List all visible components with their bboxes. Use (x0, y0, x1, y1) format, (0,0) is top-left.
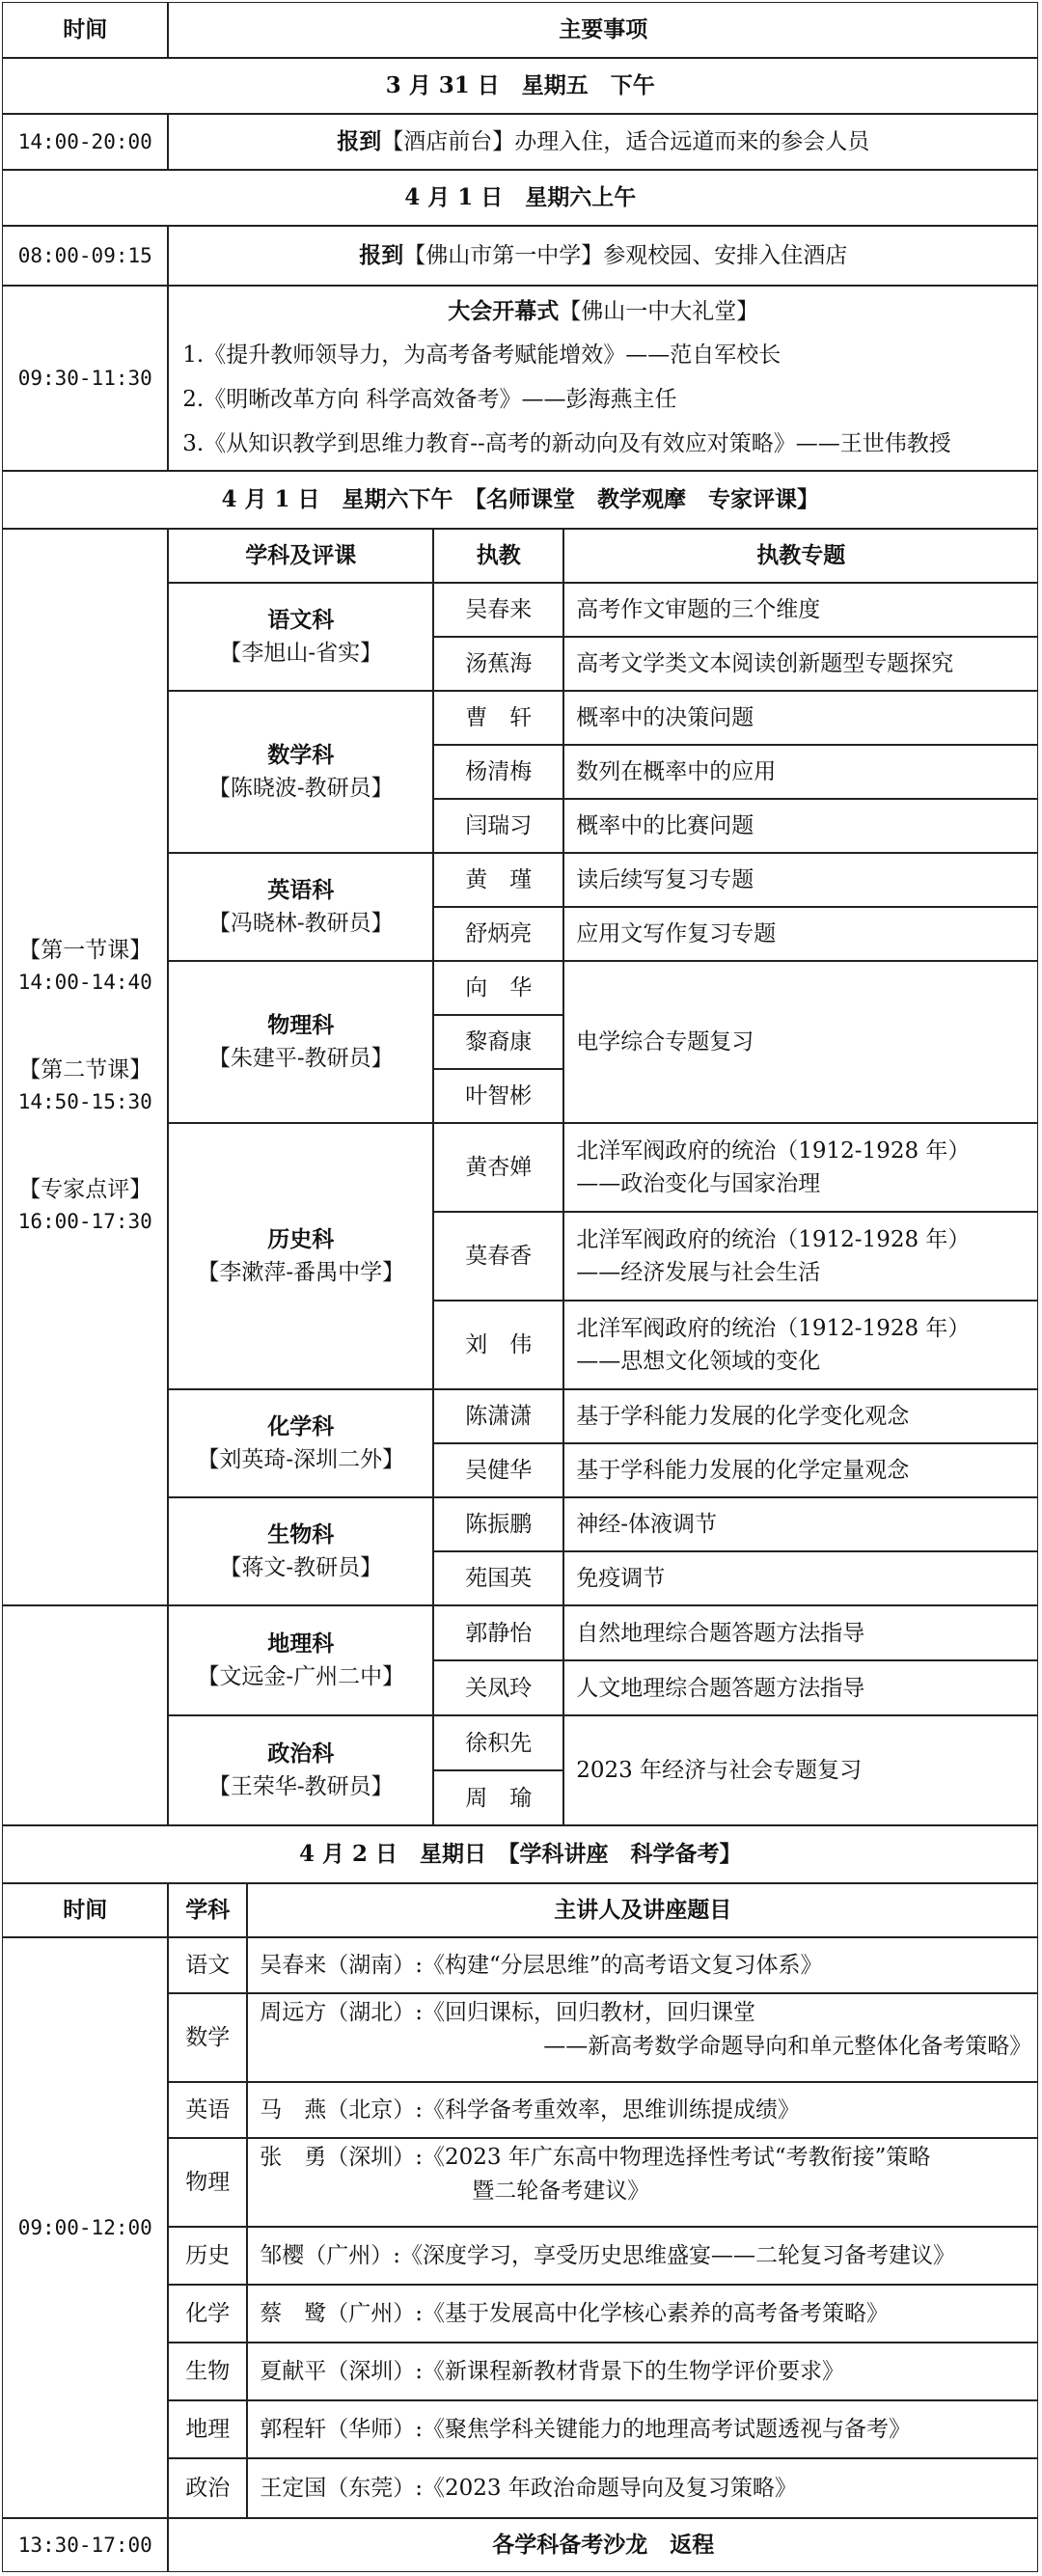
subject-reviewer: 【王荣华-教研员】 (207, 1774, 394, 1800)
subject-name: 语文科 (267, 606, 335, 633)
day1-heading: 3 月 31 日 星期五 下午 (2, 58, 1038, 114)
topic-cell: 读后续写复习专题 (563, 853, 1038, 907)
opening-title-text: 【佛山一中大礼堂】 (559, 299, 759, 325)
subject-english (168, 853, 433, 961)
day2am-reg-time: 08:00-09:15 (2, 226, 168, 286)
topic-line: ——经济发展与社会生活 (576, 1260, 821, 1286)
session-label: 【第一节课】 (18, 938, 152, 964)
session-label: 【专家点评】 (18, 1177, 152, 1203)
lecture-cell: 王定国（东莞）:《2023 年政治命题导向及复习策略》 (247, 2458, 1038, 2518)
teacher-cell: 汤蕉海 (433, 637, 563, 691)
day3-final-item: 各学科备考沙龙 返程 (168, 2518, 1038, 2572)
lecture-line: 周远方（湖北）:《回归课标，回归教材，回归课堂 (260, 2000, 755, 2026)
subject-chinese (168, 583, 433, 691)
lecture-subject: 历史 (168, 2227, 247, 2285)
day1-item (168, 114, 1038, 170)
topic-cell: 2023 年经济与社会专题复习 (563, 1715, 1038, 1825)
lecture-cell: 吴春来（湖南）:《构建“分层思维”的高考语文复习体系》 (247, 1937, 1038, 1993)
lecture-line: 张 勇（深圳）:《2023 年广东高中物理选择性考试“考教衔接”策略 (260, 2145, 931, 2171)
topic-cell: 高考文学类文本阅读创新题型专题探究 (563, 637, 1038, 691)
subject-name: 英语科 (267, 876, 335, 903)
topic-line: 北洋军阀政府的统治（1912-1928 年） (576, 1137, 971, 1164)
teacher-cell: 徐积先 (433, 1715, 563, 1770)
day3-heading: 4 月 2 日 星期日 【学科讲座 科学备考】 (2, 1825, 1038, 1883)
opening-talk: 2.《明晰改革方向 科学高效备考》——彭海燕主任 (182, 387, 677, 413)
topic-cell: 免疫调节 (563, 1551, 1038, 1605)
lecture-subject: 数学 (168, 1993, 247, 2082)
topic-cell: 基于学科能力发展的化学定量观念 (563, 1443, 1038, 1497)
opening-talk: 3.《从知识教学到思维力教育--高考的新动向及有效应对策略》——王世伟教授 (182, 431, 951, 457)
day1-time: 14:00-20:00 (2, 114, 168, 170)
topic-cell: 应用文写作复习专题 (563, 907, 1038, 961)
session-time: 14:00-14:40 (17, 970, 152, 994)
teacher-cell: 郭静怡 (433, 1605, 563, 1660)
lecture-subject: 生物 (168, 2343, 247, 2400)
day3-col-time: 时间 (2, 1883, 168, 1937)
day2am-reg-bold: 报到 (359, 242, 404, 268)
teacher-cell: 苑国英 (433, 1551, 563, 1605)
session-time: 16:00-17:30 (17, 1209, 152, 1233)
topic-cell: 电学综合专题复习 (563, 961, 1038, 1123)
topic-cell: 高考作文审题的三个维度 (563, 583, 1038, 637)
opening-talk: 1.《提升教师领导力，为高考备考赋能增效》——范自军校长 (182, 343, 782, 369)
topic-cell: 基于学科能力发展的化学变化观念 (563, 1389, 1038, 1443)
subject-biology (168, 1497, 433, 1605)
teacher-cell: 吴春来 (433, 583, 563, 637)
topic-cell: 神经-体液调节 (563, 1497, 1038, 1551)
session-times (2, 529, 168, 1605)
lecture-subject: 化学 (168, 2285, 247, 2343)
subject-name: 数学科 (267, 741, 335, 768)
day2am-open-time: 09:30-11:30 (2, 286, 168, 471)
day3-time: 09:00-12:00 (2, 1937, 168, 2518)
topic-line: ——思想文化领域的变化 (576, 1349, 821, 1375)
lecture-cell: 夏献平（深圳）:《新课程新教材背景下的生物学评价要求》 (247, 2343, 1038, 2400)
lecture-cell (247, 1993, 1038, 2082)
col-topic-header: 执教专题 (563, 529, 1038, 583)
teacher-cell: 黄杏婵 (433, 1123, 563, 1212)
subject-name: 生物科 (267, 1521, 335, 1548)
subject-geography (168, 1605, 433, 1715)
teacher-cell: 叶智彬 (433, 1069, 563, 1123)
header-main: 主要事项 (168, 2, 1038, 58)
subject-math (168, 691, 433, 853)
subject-physics (168, 961, 433, 1123)
subject-name: 化学科 (267, 1412, 335, 1439)
subject-reviewer: 【蒋文-教研员】 (219, 1555, 383, 1581)
session-time: 14:50-15:30 (17, 1089, 152, 1113)
col-teacher-header: 执教 (433, 529, 563, 583)
subject-reviewer: 【文远金-广州二中】 (197, 1664, 405, 1690)
subject-reviewer: 【冯晓林-教研员】 (207, 911, 394, 937)
teacher-cell: 向 华 (433, 961, 563, 1015)
teacher-cell: 黄 瑾 (433, 853, 563, 907)
header-time: 时间 (2, 2, 168, 58)
topic-line: ——政治变化与国家治理 (576, 1171, 821, 1197)
teacher-cell: 陈潇潇 (433, 1389, 563, 1443)
lecture-cell: 马 燕（北京）:《科学备考重效率，思维训练提成绩》 (247, 2082, 1038, 2138)
lecture-line: ——新高考数学命题导向和单元整体化备考策略》 (543, 2033, 1032, 2059)
teacher-cell: 莫春香 (433, 1212, 563, 1301)
topic-cell: 自然地理综合题答题方法指导 (563, 1605, 1038, 1660)
session-label: 【第二节课】 (18, 1057, 152, 1083)
session-times-empty (2, 1605, 168, 1825)
subject-name: 政治科 (267, 1740, 335, 1767)
day2am-opening (168, 286, 1038, 471)
topic-line: 北洋军阀政府的统治（1912-1928 年） (576, 1226, 971, 1252)
teacher-cell: 关凤玲 (433, 1660, 563, 1715)
subject-politics (168, 1715, 433, 1825)
teacher-cell: 舒炳亮 (433, 907, 563, 961)
teacher-cell: 刘 伟 (433, 1301, 563, 1389)
topic-cell (563, 1301, 1038, 1389)
day2am-reg-item (168, 226, 1038, 286)
subject-reviewer: 【朱建平-教研员】 (207, 1046, 394, 1072)
teacher-cell: 陈振鹏 (433, 1497, 563, 1551)
day3-col-lecture: 主讲人及讲座题目 (247, 1883, 1038, 1937)
day2am-reg-text: 【佛山市第一中学】参观校园、安排入住酒店 (403, 243, 848, 268)
subject-reviewer: 【李漱萍-番禺中学】 (197, 1260, 405, 1286)
lecture-cell (247, 2138, 1038, 2227)
topic-cell (563, 1212, 1038, 1301)
lecture-subject: 英语 (168, 2082, 247, 2138)
lecture-subject: 地理 (168, 2400, 247, 2458)
teacher-cell: 闫瑞习 (433, 799, 563, 853)
topic-cell: 数列在概率中的应用 (563, 745, 1038, 799)
subject-history (168, 1123, 433, 1389)
teacher-cell: 周 瑜 (433, 1770, 563, 1825)
day3-final-time: 13:30-17:00 (2, 2518, 168, 2572)
topic-cell: 概率中的决策问题 (563, 691, 1038, 745)
topic-cell: 人文地理综合题答题方法指导 (563, 1660, 1038, 1715)
subject-chemistry (168, 1389, 433, 1497)
teacher-cell: 曹 轩 (433, 691, 563, 745)
day2am-heading: 4 月 1 日 星期六上午 (2, 170, 1038, 226)
day3-col-subject: 学科 (168, 1883, 247, 1937)
col-subject-header: 学科及评课 (168, 529, 433, 583)
lecture-cell: 邹樱（广州）:《深度学习，享受历史思维盛宴——二轮复习备考建议》 (247, 2227, 1038, 2285)
lecture-subject: 物理 (168, 2138, 247, 2227)
teacher-cell: 杨清梅 (433, 745, 563, 799)
subject-name: 历史科 (267, 1225, 335, 1252)
lecture-cell: 蔡 鹭（广州）:《基于发展高中化学核心素养的高考备考策略》 (247, 2285, 1038, 2343)
subject-name: 地理科 (267, 1630, 335, 1657)
lecture-line: 暨二轮备考建议》 (472, 2178, 650, 2204)
lecture-subject: 语文 (168, 1937, 247, 1993)
day2pm-heading: 4 月 1 日 星期六下午 【名师课堂 教学观摩 专家评课】 (2, 471, 1038, 529)
topic-line: 北洋军阀政府的统治（1912-1928 年） (576, 1315, 971, 1341)
lecture-subject: 政治 (168, 2458, 247, 2518)
day1-item-text: 【酒店前台】办理入住，适合远道而来的参会人员 (381, 129, 870, 154)
subject-name: 物理科 (267, 1011, 335, 1038)
subject-reviewer: 【李旭山-省实】 (219, 641, 383, 667)
day1-item-bold: 报到 (337, 128, 382, 154)
subject-reviewer: 【刘英琦-深圳二外】 (197, 1447, 405, 1473)
opening-title-bold: 大会开幕式 (448, 298, 560, 325)
teacher-cell: 吴健华 (433, 1443, 563, 1497)
lecture-cell: 郭程轩（华师）:《聚焦学科关键能力的地理高考试题透视与备考》 (247, 2400, 1038, 2458)
subject-reviewer: 【陈晓波-教研员】 (207, 776, 394, 802)
teacher-cell: 黎裔康 (433, 1015, 563, 1069)
topic-cell: 概率中的比赛问题 (563, 799, 1038, 853)
topic-cell (563, 1123, 1038, 1212)
